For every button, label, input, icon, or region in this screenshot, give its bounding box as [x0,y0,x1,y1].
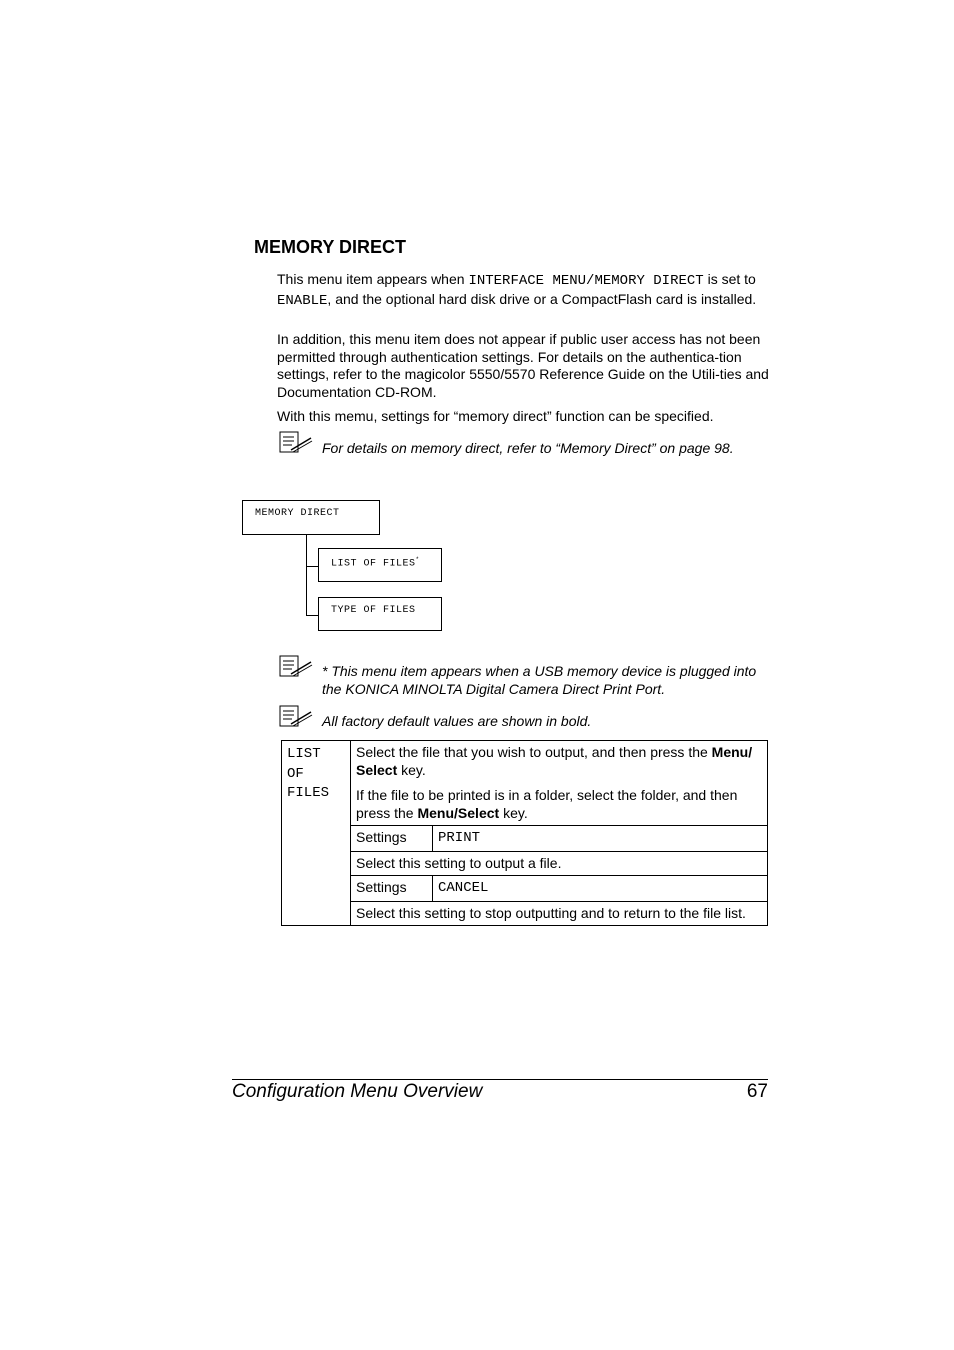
description-text: key. [499,804,528,821]
settings-label: Settings [351,826,433,852]
intro-paragraph [277,271,769,310]
menu-select-key-label: Menu/ Select [356,744,753,778]
table-row [282,826,768,852]
description-paragraph [356,787,762,822]
note-usb-memory: * This menu item appears when a USB memory device is plugged into the KONICA MINOLTA Digital Camera Direct Print Port. [322,663,757,697]
table-row [282,901,768,926]
tree-connector-vertical [306,535,307,616]
tree-connector-branch [306,566,318,567]
table-row [282,876,768,902]
settings-label: Settings [351,876,433,902]
menu-select-key-label: Menu/Select [417,804,500,821]
description-paragraph [356,744,762,779]
description-text: key. [397,761,426,778]
settings-paragraph: With this memu, settings for “memory direct” function can be specified. [277,408,714,424]
footer-title: Configuration Menu Overview [232,1081,483,1102]
table-row [282,741,768,826]
menu-node-label [331,556,420,569]
menu-item-name: LIST OF FILES [282,741,351,926]
note-pencil-icon [279,431,313,453]
note-pencil-icon [279,655,313,677]
menu-item-description [351,741,768,826]
setting-value-cancel: CANCEL [433,876,768,902]
menu-node-list-of-files [318,548,442,582]
table-row [282,851,768,876]
setting-value-print: PRINT [433,826,768,852]
menu-node-label: MEMORY DIRECT [255,508,340,519]
intro-text-1: This menu item appears when [277,271,469,287]
menu-node-type-of-files [318,597,442,631]
enable-code: ENABLE [277,292,328,309]
interface-menu-code: INTERFACE MENU/MEMORY DIRECT [468,273,704,289]
page-number: 67 [746,1081,768,1102]
intro-text-3: , and the optional hard disk drive or a CompactFlash card is installed. [327,290,757,307]
menu-node-label: TYPE OF FILES [331,605,416,616]
tree-connector-branch [306,615,318,616]
intro-text-2: is set to [703,271,756,287]
description-text: If the file to be printed is in a folder, select the folder, and then press the [356,787,738,821]
authentication-paragraph: In addition, this menu item does not appear if public user access has not been permitted through authentication settings. For details on the authentica-tion settings, refer to the magicolor 5550/5570 Reference Guide on the Utili-ties and Documentation CD-ROM. [277,331,769,400]
footnote-marker: * [415,556,420,563]
note-memory-direct-reference: For details on memory direct, refer to “Memory Direct” on page 98. [322,440,734,456]
setting-description: Select this setting to output a file. [351,851,768,876]
footer-rule [232,1079,768,1080]
menu-node-memory-direct [242,500,380,535]
note-factory-defaults: All factory default values are shown in bold. [322,713,592,729]
list-of-files-table [281,740,768,926]
description-text: Select the file that you wish to output, and then press the [356,744,712,760]
setting-description: Select this setting to stop outputting and to return to the file list. [351,901,768,926]
section-heading: MEMORY DIRECT [254,237,407,257]
note-pencil-icon [279,705,313,727]
list-of-files-label: LIST OF FILES [331,558,416,570]
